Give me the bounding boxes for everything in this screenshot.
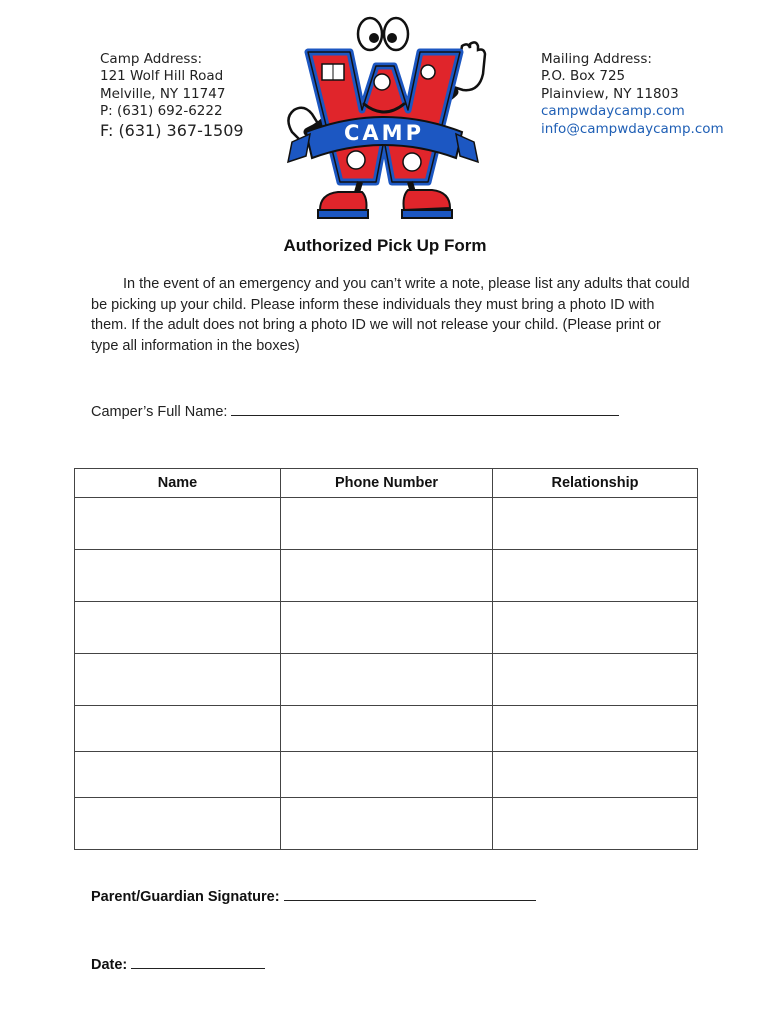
date-field[interactable] (91, 954, 265, 973)
camper-name-field[interactable] (91, 401, 619, 420)
banner-text: CAMP (344, 121, 424, 145)
phone-cell[interactable] (281, 550, 493, 602)
relationship-cell[interactable] (493, 706, 698, 752)
name-column-header: Name (75, 469, 281, 498)
camper-name-line[interactable] (231, 401, 619, 416)
phone-cell[interactable] (281, 498, 493, 550)
date-label: Date: (91, 957, 128, 973)
relationship-cell[interactable] (493, 752, 698, 798)
camp-address-block (100, 51, 244, 141)
phone-column-header: Phone Number (281, 469, 493, 498)
instructions-text: In the event of an emergency and you can’t write a note, please list any adults that could be picking up your child. Please inform these individuals they must bring a photo ID with them. If the adult does not bring a photo ID we will not release your child. (Please print or type all information in the boxes) (91, 276, 690, 354)
relationship-cell[interactable] (493, 550, 698, 602)
signature-line[interactable] (284, 886, 536, 901)
email-link[interactable]: info@campwdaycamp.com (541, 120, 724, 137)
table-row (75, 654, 698, 706)
phone-cell[interactable] (281, 706, 493, 752)
table-row (75, 602, 698, 654)
name-cell[interactable] (75, 752, 281, 798)
relationship-cell[interactable] (493, 602, 698, 654)
name-cell[interactable] (75, 706, 281, 752)
table-row (75, 798, 698, 850)
camp-phone: P: (631) 692-6222 (100, 103, 223, 120)
mailing-address-block (541, 51, 724, 138)
form-title: Authorized Pick Up Form (283, 236, 487, 255)
relationship-cell[interactable] (493, 654, 698, 706)
relationship-column-header: Relationship (493, 469, 698, 498)
name-cell[interactable] (75, 498, 281, 550)
name-cell[interactable] (75, 654, 281, 706)
mailing-address-heading: Mailing Address: (541, 51, 652, 67)
name-cell[interactable] (75, 602, 281, 654)
camp-fax: F: (631) 367-1509 (100, 120, 244, 140)
phone-cell[interactable] (281, 602, 493, 654)
camper-name-label: Camper’s Full Name: (91, 404, 228, 420)
camp-address-heading: Camp Address: (100, 51, 203, 67)
instructions-paragraph (91, 274, 691, 356)
phone-cell[interactable] (281, 798, 493, 850)
table-row (75, 498, 698, 550)
name-cell[interactable] (75, 550, 281, 602)
mascot-eyes-icon (358, 18, 408, 50)
phone-cell[interactable] (281, 752, 493, 798)
pickup-contacts-table (74, 468, 698, 850)
table-header-row (75, 469, 698, 498)
signature-field[interactable] (91, 886, 536, 905)
camp-city: Melville, NY 11747 (100, 85, 226, 102)
relationship-cell[interactable] (493, 498, 698, 550)
name-cell[interactable] (75, 798, 281, 850)
camp-w-mascot-logo (278, 14, 488, 220)
phone-cell[interactable] (281, 654, 493, 706)
mailing-city: Plainview, NY 11803 (541, 85, 679, 102)
mailing-box: P.O. Box 725 (541, 68, 626, 85)
date-line[interactable] (131, 954, 265, 969)
table-row (75, 752, 698, 798)
table-row (75, 550, 698, 602)
sneakers-icon (318, 190, 452, 218)
relationship-cell[interactable] (493, 798, 698, 850)
signature-label: Parent/Guardian Signature: (91, 889, 280, 905)
table-row (75, 706, 698, 752)
camp-street: 121 Wolf Hill Road (100, 68, 224, 85)
website-link[interactable]: campwdaycamp.com (541, 103, 685, 120)
